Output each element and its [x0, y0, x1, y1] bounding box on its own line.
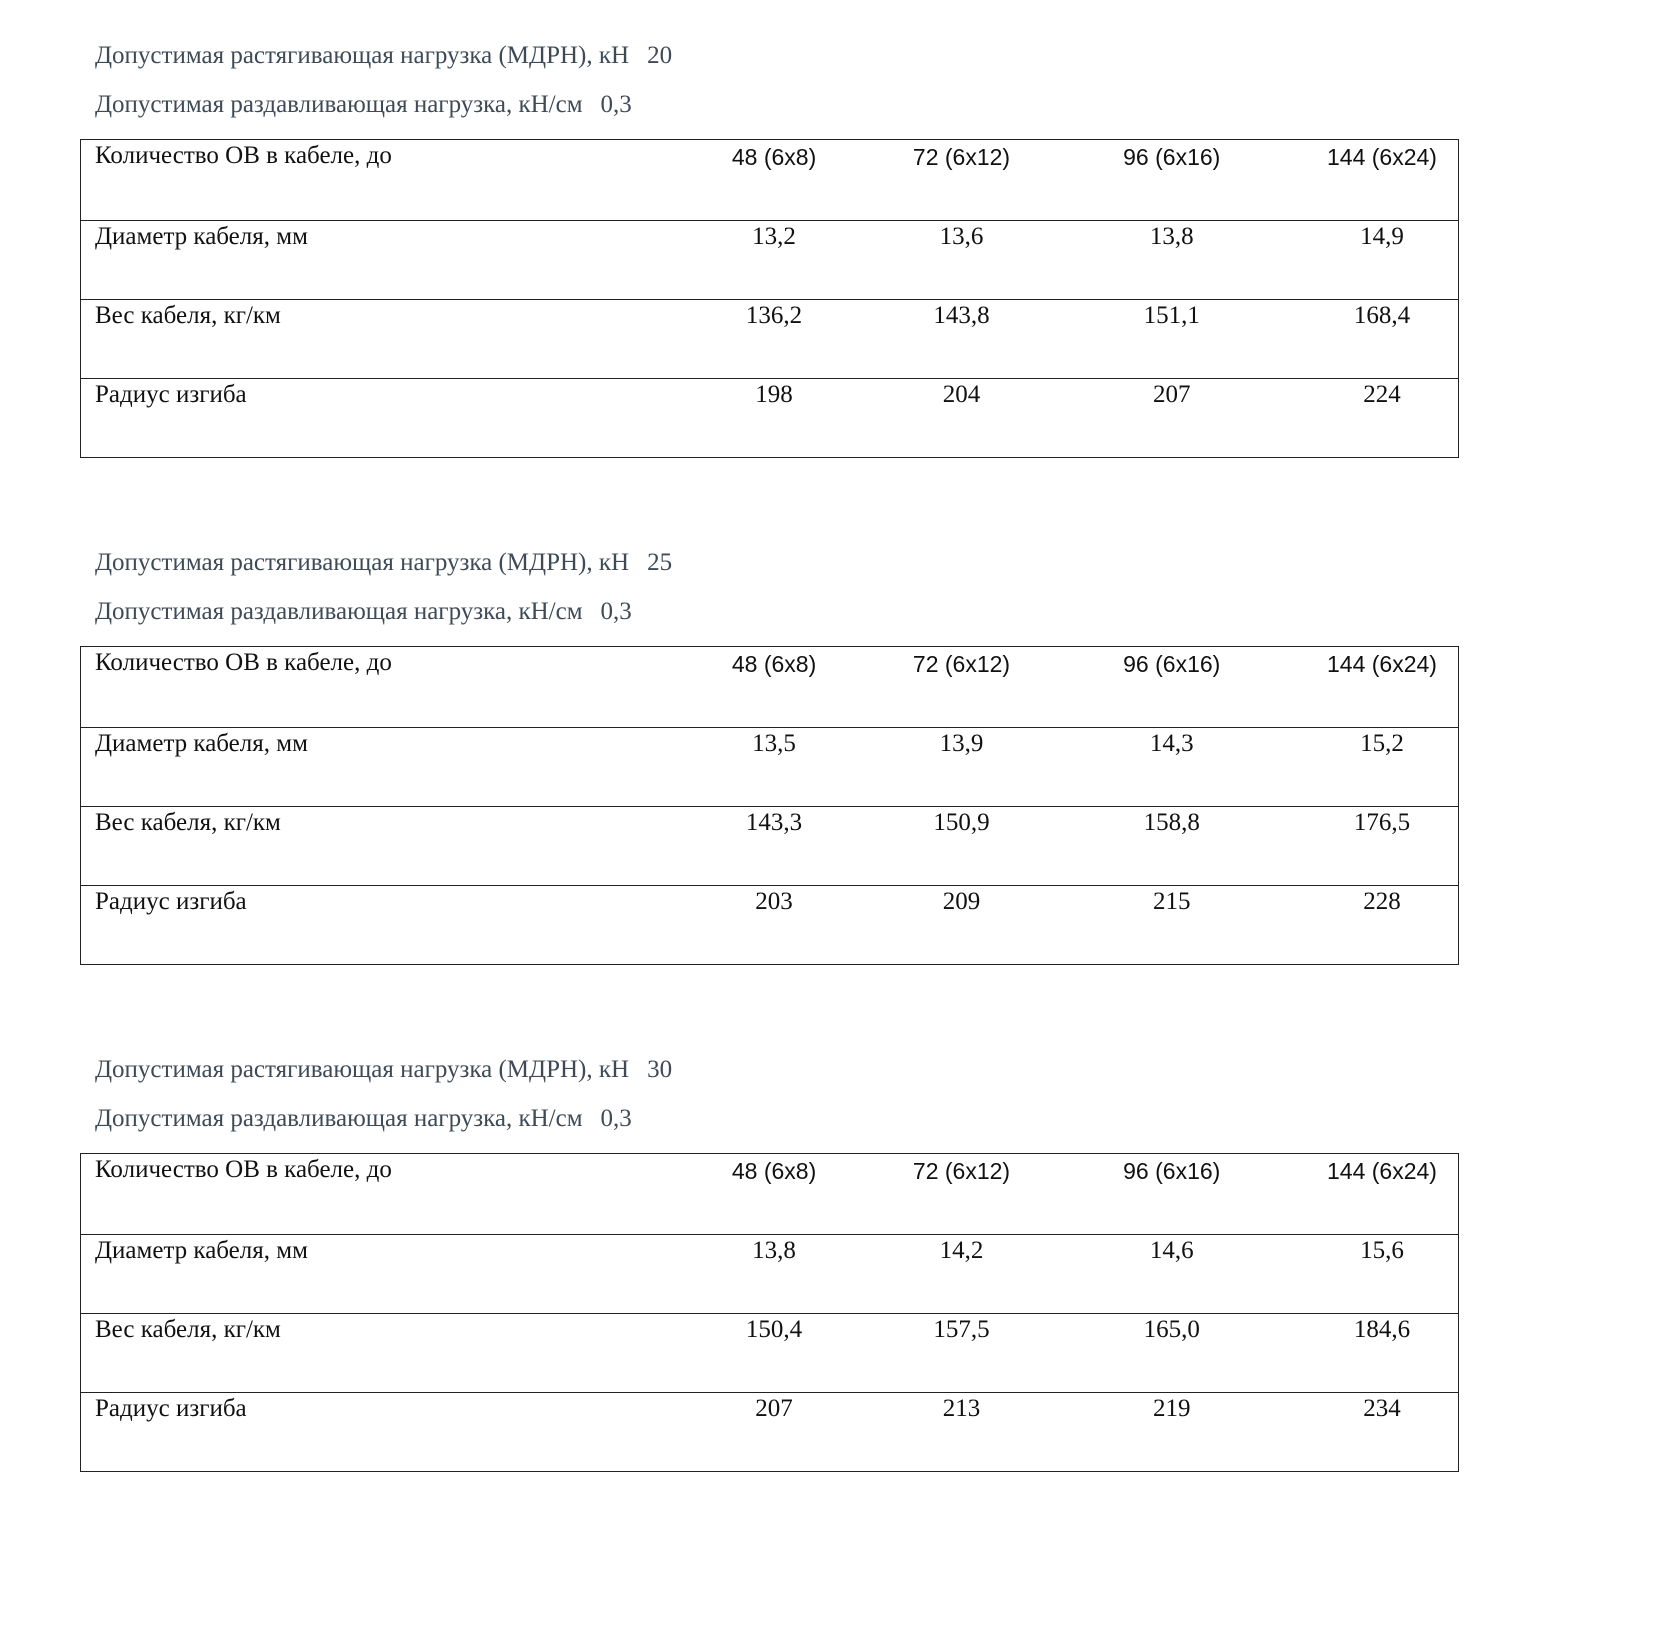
cell-value: 48 (6x8) — [663, 647, 886, 728]
weight-row — [81, 1314, 1459, 1393]
tensile-load-line — [95, 549, 672, 577]
crush-load-value: 0,3 — [600, 91, 632, 118]
cell-value: 209 — [886, 886, 1038, 965]
crush-load-value: 0,3 — [600, 1105, 632, 1132]
cell-value: 13,2 — [663, 221, 886, 300]
row-label: Радиус изгиба — [81, 1393, 663, 1472]
cell-value: 224 — [1306, 379, 1459, 458]
spec-table — [80, 139, 1459, 458]
bend-radius-row — [81, 886, 1459, 965]
cell-value: 213 — [886, 1393, 1038, 1472]
cell-value: 72 (6x12) — [886, 1154, 1038, 1235]
cell-value: 151,1 — [1037, 300, 1306, 379]
row-label: Количество ОВ в кабеле, до — [81, 1154, 663, 1235]
tensile-load-label: Допустимая растягивающая нагрузка (МДРН), кН — [95, 549, 630, 576]
diameter-row — [81, 1235, 1459, 1314]
cell-value: 203 — [663, 886, 886, 965]
row-label: Диаметр кабеля, мм — [81, 728, 663, 807]
row-label: Вес кабеля, кг/км — [81, 1314, 663, 1393]
cell-value: 143,8 — [886, 300, 1038, 379]
cell-value: 14,9 — [1306, 221, 1459, 300]
cell-value: 13,8 — [1037, 221, 1306, 300]
cell-value: 143,3 — [663, 807, 886, 886]
cell-value: 96 (6x16) — [1037, 1154, 1306, 1235]
tensile-load-line — [95, 42, 672, 70]
cell-value: 15,6 — [1306, 1235, 1459, 1314]
fiber-count-row — [81, 1154, 1459, 1235]
weight-row — [81, 300, 1459, 379]
cell-value: 13,8 — [663, 1235, 886, 1314]
cell-value: 176,5 — [1306, 807, 1459, 886]
weight-row — [81, 807, 1459, 886]
row-label: Диаметр кабеля, мм — [81, 1235, 663, 1314]
cell-value: 215 — [1037, 886, 1306, 965]
crush-load-line — [95, 1105, 632, 1133]
cell-value: 15,2 — [1306, 728, 1459, 807]
fiber-count-row — [81, 140, 1459, 221]
cell-value: 157,5 — [886, 1314, 1038, 1393]
cell-value: 158,8 — [1037, 807, 1306, 886]
tensile-load-label: Допустимая растягивающая нагрузка (МДРН), кН — [95, 1056, 630, 1083]
cell-value: 13,5 — [663, 728, 886, 807]
bend-radius-row — [81, 1393, 1459, 1472]
tensile-load-value: 20 — [647, 42, 673, 69]
cell-value: 144 (6x24) — [1306, 140, 1459, 221]
cell-value: 13,6 — [886, 221, 1038, 300]
cell-value: 198 — [663, 379, 886, 458]
cell-value: 144 (6x24) — [1306, 647, 1459, 728]
crush-load-value: 0,3 — [600, 598, 632, 625]
cell-value: 219 — [1037, 1393, 1306, 1472]
row-label: Диаметр кабеля, мм — [81, 221, 663, 300]
diameter-row — [81, 728, 1459, 807]
crush-load-label: Допустимая раздавливающая нагрузка, кН/см — [95, 598, 583, 625]
cell-value: 13,9 — [886, 728, 1038, 807]
cell-value: 14,6 — [1037, 1235, 1306, 1314]
cell-value: 48 (6x8) — [663, 1154, 886, 1235]
row-label: Количество ОВ в кабеле, до — [81, 647, 663, 728]
tensile-load-value: 25 — [647, 549, 673, 576]
row-label: Радиус изгиба — [81, 379, 663, 458]
cell-value: 72 (6x12) — [886, 140, 1038, 221]
row-label: Количество ОВ в кабеле, до — [81, 140, 663, 221]
crush-load-line — [95, 598, 632, 626]
tensile-load-value: 30 — [647, 1056, 673, 1083]
cell-value: 136,2 — [663, 300, 886, 379]
cell-value: 72 (6x12) — [886, 647, 1038, 728]
cell-value: 150,9 — [886, 807, 1038, 886]
cell-value: 207 — [663, 1393, 886, 1472]
cell-value: 228 — [1306, 886, 1459, 965]
row-label: Радиус изгиба — [81, 886, 663, 965]
cell-value: 204 — [886, 379, 1038, 458]
crush-load-label: Допустимая раздавливающая нагрузка, кН/см — [95, 1105, 583, 1132]
cell-value: 165,0 — [1037, 1314, 1306, 1393]
cell-value: 184,6 — [1306, 1314, 1459, 1393]
cell-value: 96 (6x16) — [1037, 140, 1306, 221]
row-label: Вес кабеля, кг/км — [81, 807, 663, 886]
fiber-count-row — [81, 647, 1459, 728]
spec-table — [80, 646, 1459, 965]
cell-value: 207 — [1037, 379, 1306, 458]
cell-value: 168,4 — [1306, 300, 1459, 379]
cell-value: 96 (6x16) — [1037, 647, 1306, 728]
cell-value: 144 (6x24) — [1306, 1154, 1459, 1235]
cell-value: 150,4 — [663, 1314, 886, 1393]
tensile-load-line — [95, 1056, 672, 1084]
cell-value: 14,2 — [886, 1235, 1038, 1314]
bend-radius-row — [81, 379, 1459, 458]
tensile-load-label: Допустимая растягивающая нагрузка (МДРН), кН — [95, 42, 630, 69]
row-label: Вес кабеля, кг/км — [81, 300, 663, 379]
crush-load-line — [95, 91, 632, 119]
cell-value: 14,3 — [1037, 728, 1306, 807]
cell-value: 234 — [1306, 1393, 1459, 1472]
crush-load-label: Допустимая раздавливающая нагрузка, кН/см — [95, 91, 583, 118]
spec-table — [80, 1153, 1459, 1472]
diameter-row — [81, 221, 1459, 300]
cell-value: 48 (6x8) — [663, 140, 886, 221]
